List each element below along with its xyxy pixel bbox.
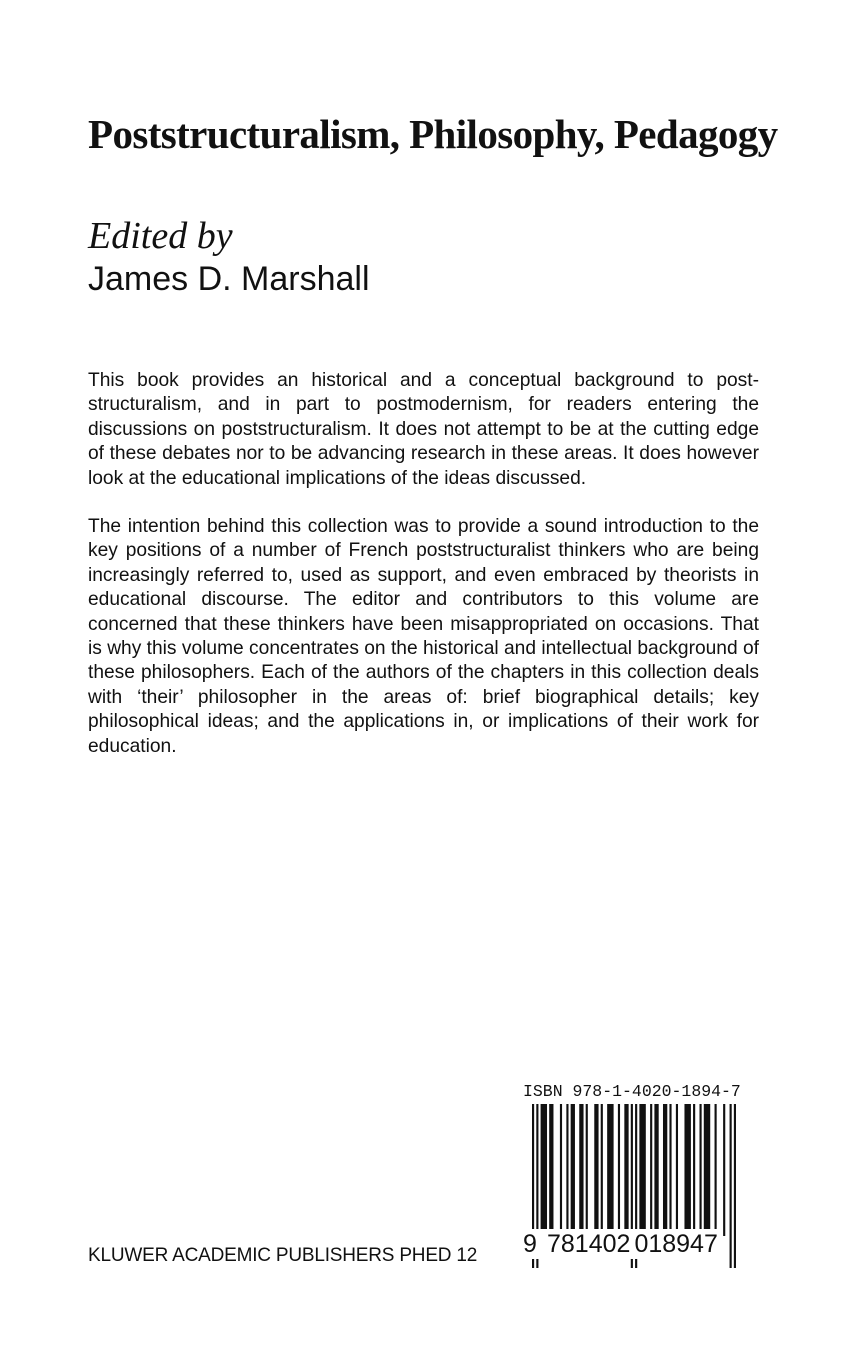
barcode-bar	[650, 1104, 652, 1236]
isbn-label: ISBN 978-1-4020-1894-7	[523, 1082, 741, 1101]
barcode-bar	[654, 1104, 658, 1236]
barcode-bar	[560, 1104, 562, 1236]
barcode-guard-bar	[734, 1104, 736, 1268]
barcode-bar	[579, 1104, 583, 1236]
barcode-bar	[693, 1104, 695, 1236]
barcode-bar	[601, 1104, 603, 1236]
barcode-bar	[663, 1104, 667, 1236]
barcode-bar	[549, 1104, 553, 1236]
barcode-bar	[541, 1104, 547, 1236]
barcode-bar	[586, 1104, 588, 1236]
barcode-bar	[607, 1104, 613, 1236]
edited-by-label: Edited by	[88, 215, 233, 257]
editor-name: James D. Marshall	[88, 260, 370, 298]
barcode-bar	[704, 1104, 710, 1236]
barcode-bar	[594, 1104, 598, 1236]
barcode-digit-first: 9	[523, 1229, 545, 1259]
barcode-bar	[566, 1104, 568, 1236]
blurb-paragraph-1: This book provides an historical and a conceptual background to post-structuralism, and in part to postmodernism, for readers entering the discussions on poststructuralism. It does not attempt to be at the cutting edge of these debates nor to be advancing research in these areas. It does however look at the educational implications of the ideas discussed.	[88, 370, 759, 489]
barcode-bar	[669, 1104, 671, 1236]
barcode-digits	[523, 1229, 720, 1259]
publisher-line: KLUWER ACADEMIC PUBLISHERS PHED 12	[88, 1245, 478, 1266]
barcode-bar	[639, 1104, 645, 1236]
barcode-bar	[715, 1104, 717, 1236]
barcode-bar	[684, 1104, 690, 1236]
barcode-bar	[699, 1104, 701, 1236]
barcode-guard-bar	[730, 1104, 732, 1268]
blurb	[88, 369, 759, 783]
blurb-paragraph-2: The intention behind this collection was to provide a sound introduction to the key positions of a number of French poststructuralist thinkers who are being increasingly referred to, used as support, and even embraced by theorists in educational discourse. The editor and contributors to this volume are concerned that these thinkers have been misappropriated on occasions. That is why this volume concentrates on the historical and intellectual background of these philosophers. Each of the authors of the chapters in this collection deals with ‘their’ philosopher in the areas of: brief biographical details; key philosophical ideas; and the applications in, or implications of their work for education.	[88, 516, 759, 757]
barcode-digits-right: 018947	[634, 1230, 718, 1258]
barcode-bar	[618, 1104, 620, 1236]
barcode-bar	[571, 1104, 575, 1236]
barcode-digits-left: 781402	[547, 1230, 631, 1258]
barcode-bar	[723, 1104, 725, 1236]
barcode-bar	[676, 1104, 678, 1236]
book-title: Poststructuralism, Philosophy, Pedagogy	[88, 111, 778, 157]
barcode-bar	[624, 1104, 628, 1236]
